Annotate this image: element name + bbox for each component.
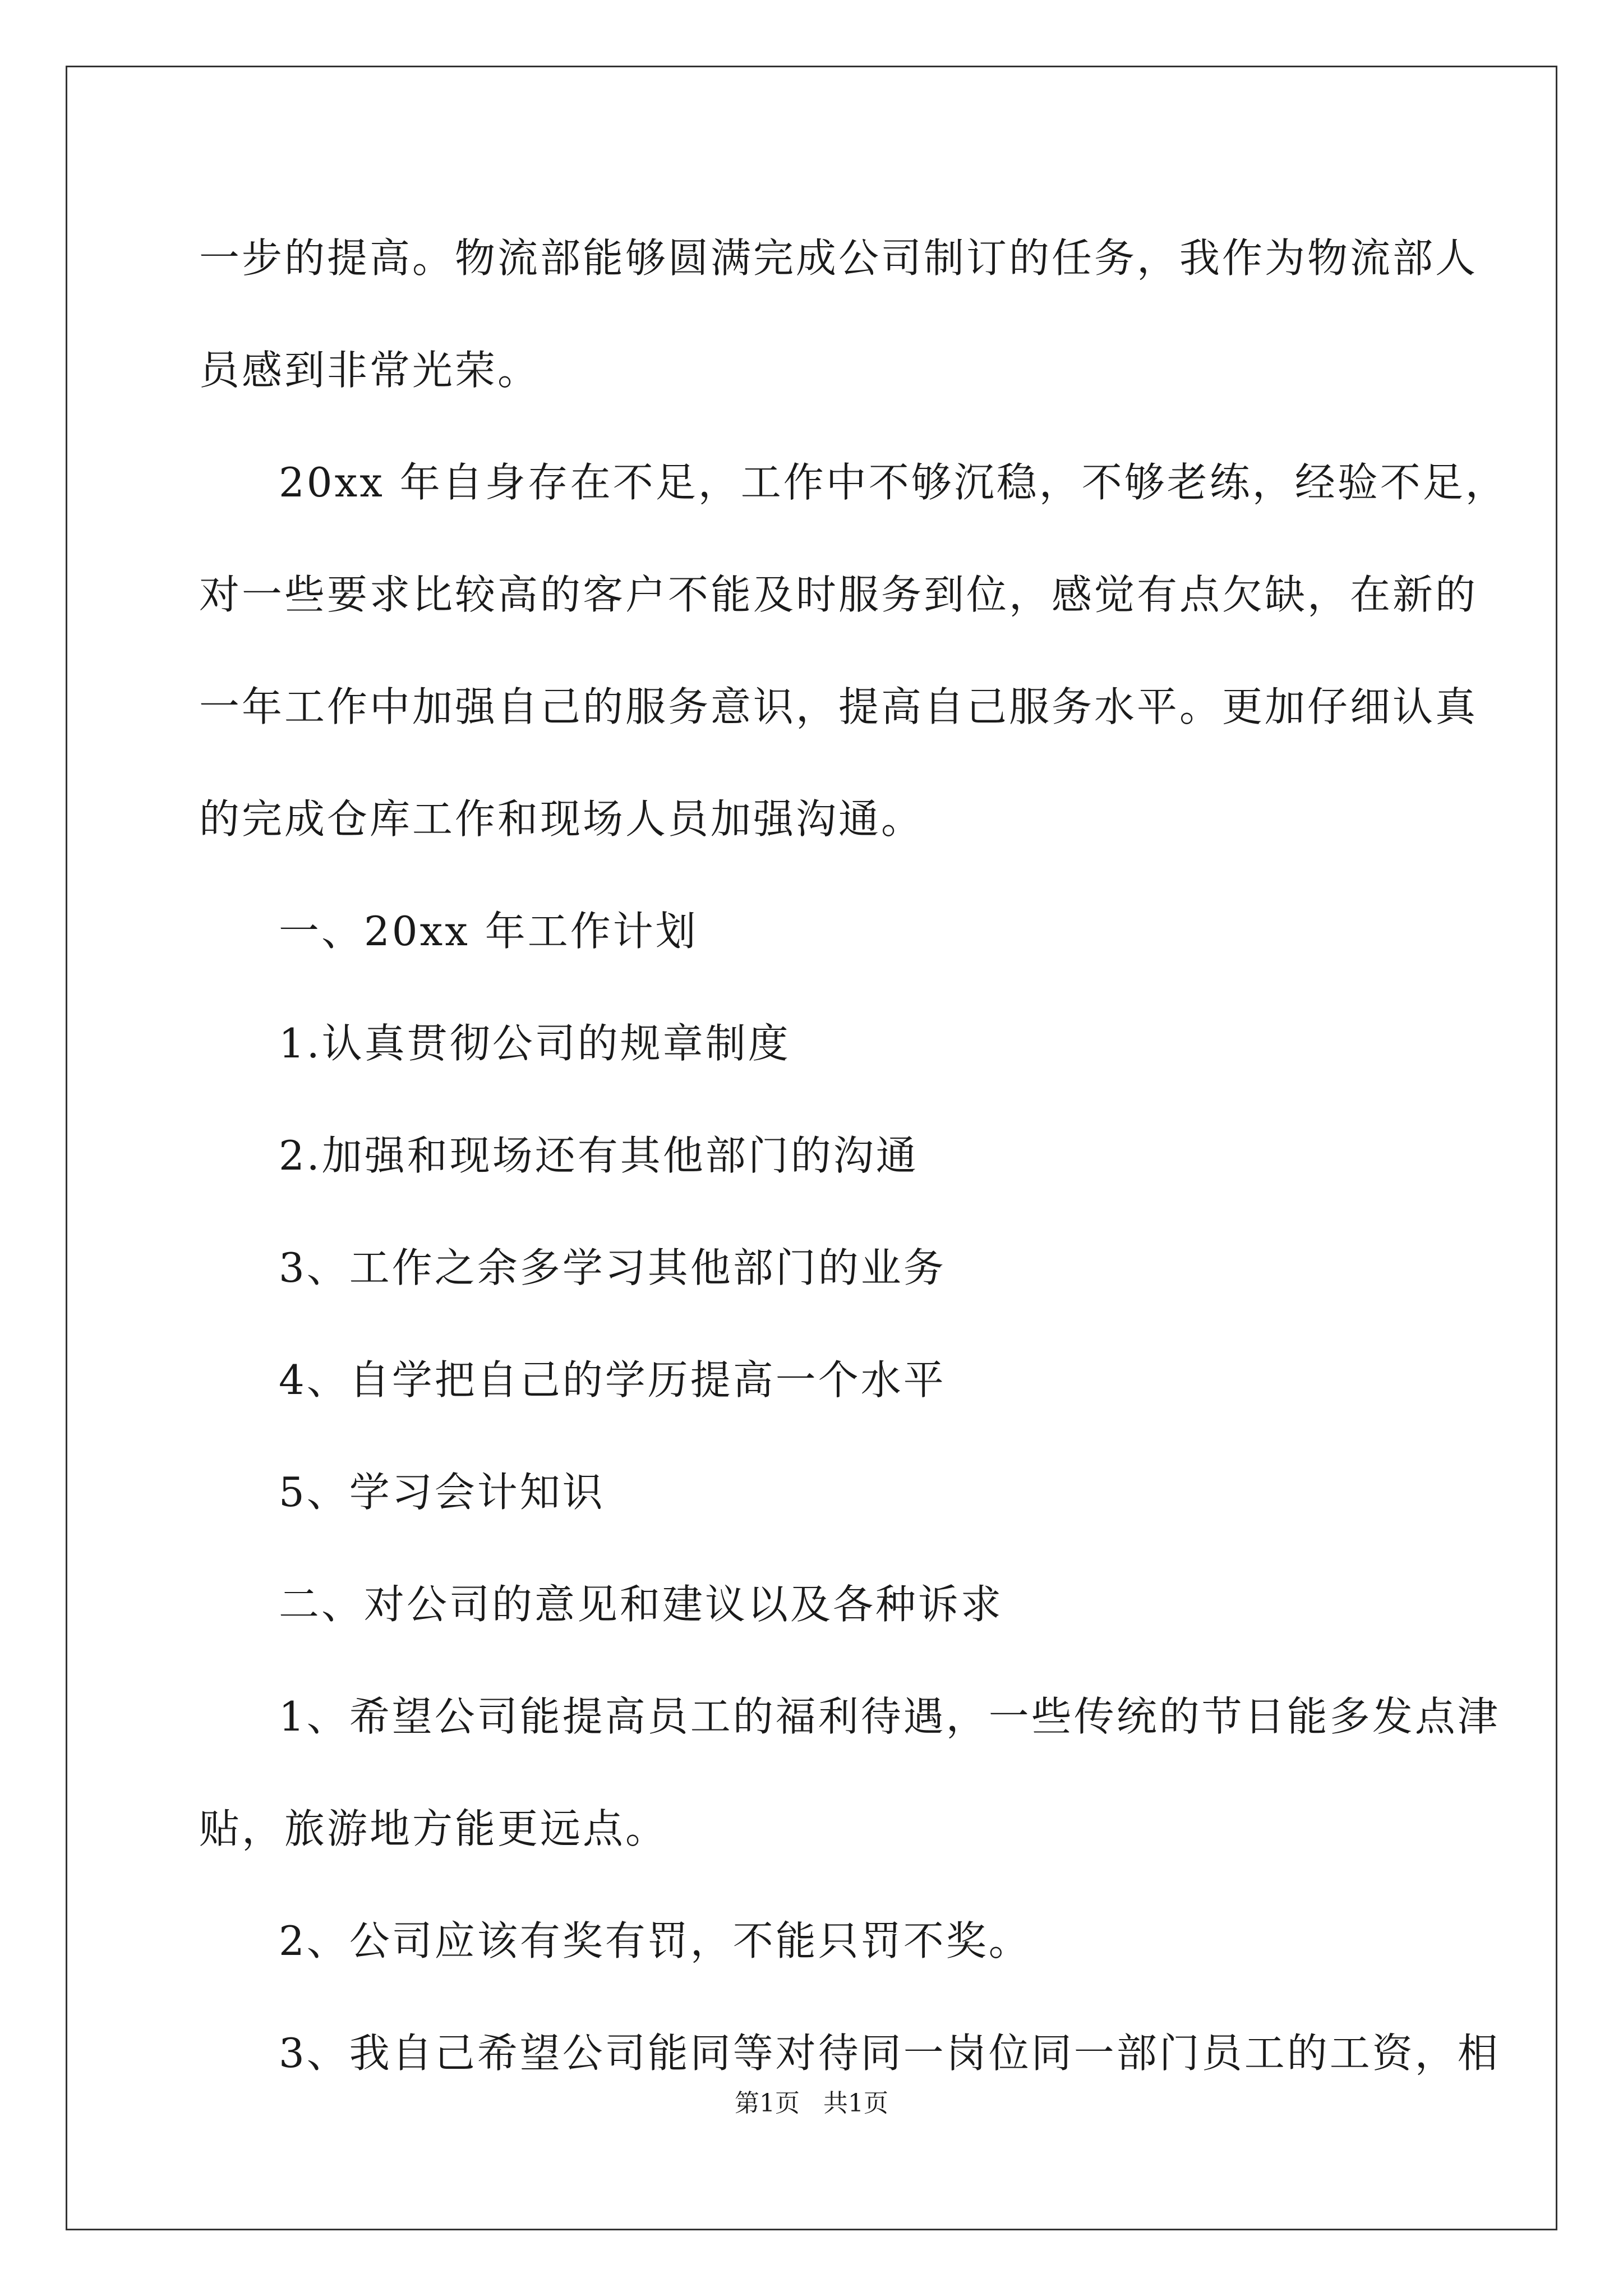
page-number: 第1页 共1页 [735,2089,888,2118]
paragraph-line: 20xx 年自身存在不足，工作中不够沉稳，不够老练，经验不足， [279,459,1508,506]
section-heading: 一、20xx 年工作计划 [279,908,698,955]
list-item: 3、工作之余多学习其他部门的业务 [279,1244,946,1291]
list-item: 4、自学把自己的学历提高一个水平 [279,1356,946,1404]
list-item: 2.加强和现场还有其他部门的沟通 [279,1132,919,1179]
list-item: 2、公司应该有奖有罚，不能只罚不奖。 [279,1917,1031,1964]
list-item: 3、我自己希望公司能同等对待同一岗位同一部门员工的工资，相 [279,2030,1500,2077]
paragraph-line: 一年工作中加强自己的服务意识，提高自己服务水平。更加仔细认真 [199,683,1478,730]
list-item: 5、学习会计知识 [279,1469,605,1516]
section-heading: 二、对公司的意见和建议以及各种诉求 [279,1581,1004,1628]
list-item: 1.认真贯彻公司的规章制度 [279,1020,791,1067]
paragraph-line: 的完成仓库工作和现场人员加强沟通。 [199,795,924,843]
paragraph-line: 对一些要求比较高的客户不能及时服务到位，感觉有点欠缺，在新的 [199,571,1478,618]
paragraph-line: 员感到非常光荣。 [199,347,541,394]
list-item: 1、希望公司能提高员工的福利待遇，一些传统的节日能多发点津 [279,1693,1500,1740]
paragraph-line: 贴，旅游地方能更远点。 [199,1805,668,1852]
paragraph-line: 一步的提高。物流部能够圆满完成公司制订的任务，我作为物流部人 [199,234,1478,282]
document-body [199,202,1508,2109]
